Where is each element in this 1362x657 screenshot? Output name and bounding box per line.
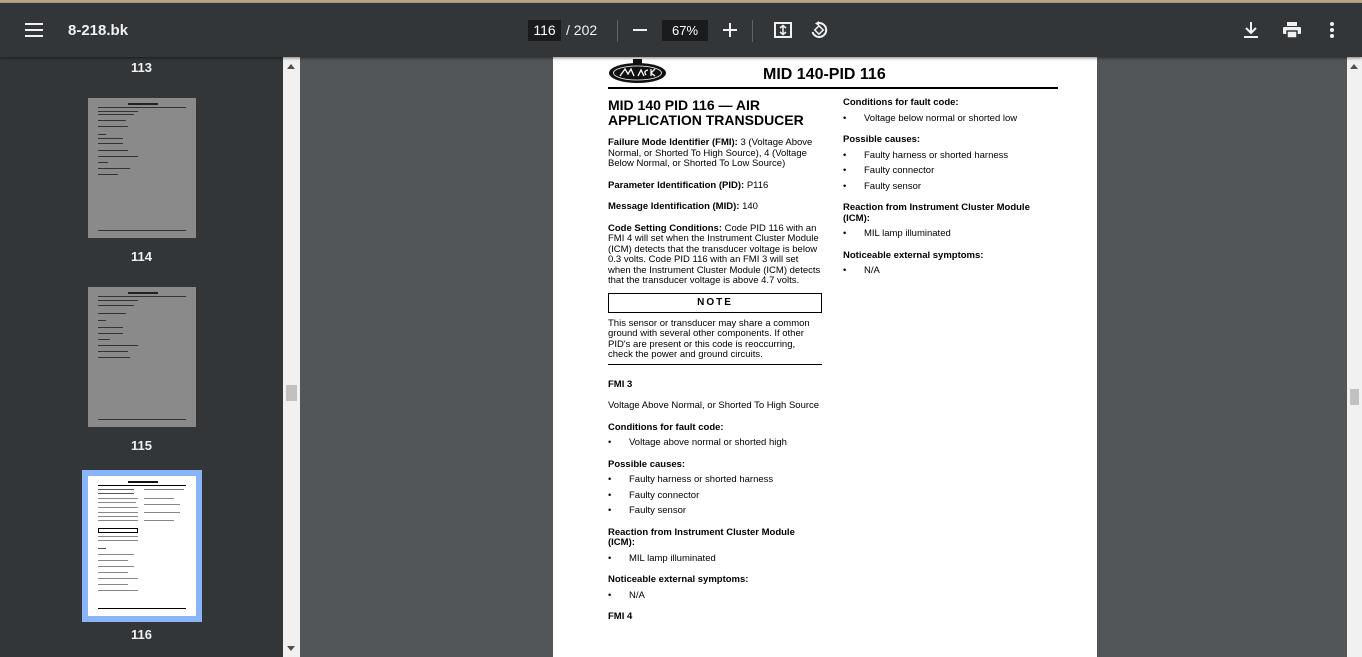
- pid-paragraph: Parameter Identification (PID): P116: [608, 179, 769, 191]
- zoom-out-icon[interactable]: [624, 14, 656, 46]
- list-item: • Faulty connector: [608, 491, 822, 502]
- fit-page-icon[interactable]: [767, 14, 799, 46]
- page-number-input[interactable]: 116: [528, 20, 561, 41]
- list-item: • Faulty harness or shorted harness: [843, 151, 1057, 162]
- header-rule: [608, 87, 1058, 89]
- symptoms-heading: Noticeable external symptoms:: [608, 574, 749, 585]
- note-text: This sensor or transducer may share a common ground with several other components. If other PID's are present or this code is reoccurring, check the power and ground circuits.: [608, 319, 822, 365]
- document-viewer: [300, 57, 1345, 657]
- thumbnail-label: 115: [131, 438, 152, 453]
- right-column: [843, 98, 1057, 288]
- pdf-toolbar: [0, 3, 1362, 57]
- zoom-in-icon[interactable]: [714, 14, 746, 46]
- thumbnail-page-116[interactable]: [88, 476, 196, 616]
- zoom-level-input[interactable]: 67%: [662, 20, 708, 41]
- toolbar-divider: [617, 20, 618, 42]
- document-scrollbar[interactable]: [1347, 57, 1362, 657]
- thumbnail-sidebar: [0, 57, 283, 657]
- thumbnail-label: 114: [131, 249, 152, 264]
- pdf-page-116: [553, 57, 1097, 657]
- file-title: 8-218.bk: [68, 22, 129, 39]
- sidebar-scrollbar[interactable]: [283, 57, 300, 657]
- thumbnail-page-114[interactable]: [88, 98, 196, 238]
- mack-logo-icon: [608, 59, 667, 85]
- scroll-down-arrow-icon[interactable]: [287, 646, 295, 651]
- mid-paragraph: Message Identification (MID): 140: [608, 201, 758, 212]
- menu-icon[interactable]: [18, 14, 50, 46]
- section-title: MID 140 PID 116 — AIR APPLICATION TRANSDUCER: [608, 97, 804, 128]
- left-column: [608, 98, 822, 628]
- thumbnail-label: 116: [131, 627, 152, 642]
- conditions-heading: Conditions for fault code:: [843, 97, 959, 108]
- more-options-icon[interactable]: [1316, 14, 1348, 46]
- page-header-title: MID 140-PID 116: [763, 66, 886, 83]
- page-total: / 202: [566, 22, 598, 38]
- list-item: • N/A: [843, 266, 1057, 277]
- fmi3-heading: FMI 3: [608, 378, 633, 390]
- toolbar-divider: [752, 20, 753, 42]
- symptoms-heading: Noticeable external symptoms:: [843, 249, 984, 261]
- thumbnail-page-115[interactable]: [88, 287, 196, 427]
- thumbnail-label: 113: [131, 60, 152, 75]
- list-item: • Faulty sensor: [843, 182, 1057, 193]
- conditions-heading: Conditions for fault code:: [608, 421, 724, 433]
- fmi3-description: Voltage Above Normal, or Shorted To High Source: [608, 400, 820, 411]
- list-item: • Faulty sensor: [608, 506, 822, 517]
- possible-causes-heading: Possible causes:: [608, 458, 686, 470]
- possible-causes-heading: Possible causes:: [843, 134, 921, 145]
- list-item: • Voltage above normal or shorted high: [608, 438, 822, 449]
- reaction-heading: Reaction from Instrument Cluster Module (ICM):: [843, 202, 1030, 224]
- document-scroll-thumb[interactable]: [1350, 389, 1359, 405]
- print-icon[interactable]: [1276, 14, 1308, 46]
- fmi4-heading: FMI 4: [608, 611, 633, 622]
- list-item: • Faulty connector: [843, 166, 1057, 177]
- sidebar-scroll-thumb[interactable]: [286, 385, 297, 401]
- rotate-icon[interactable]: [803, 14, 835, 46]
- reaction-heading: Reaction from Instrument Cluster Module (ICM):: [608, 526, 795, 548]
- fmi-paragraph: Failure Mode Identifier (FMI): 3 (Voltage Above Normal, or Shorted To High Source), 4 (Voltage Below Normal, or Shorted To Low Source): [608, 137, 813, 169]
- list-item: • Voltage below normal or shorted low: [843, 114, 1057, 125]
- list-item: • Faulty harness or shorted harness: [608, 475, 822, 486]
- scroll-up-arrow-icon[interactable]: [1350, 64, 1358, 69]
- list-item: • MIL lamp illuminated: [843, 229, 1057, 240]
- download-icon[interactable]: [1235, 14, 1267, 46]
- code-setting-paragraph: Code Setting Conditions: Code PID 116 with an FMI 4 will set when the Instrument Cluster Module (ICM) detects that the transducer voltage is below 0.3 volts. Code PID 116 with an FMI 3 will set when the Instrument Cluster Module (ICM) detects that the transducer voltage is above 4.7 volts.: [608, 222, 821, 286]
- note-heading: NOTE: [608, 293, 822, 313]
- scroll-up-arrow-icon[interactable]: [287, 64, 295, 69]
- list-item: • N/A: [608, 591, 822, 602]
- list-item: • MIL lamp illuminated: [608, 554, 822, 565]
